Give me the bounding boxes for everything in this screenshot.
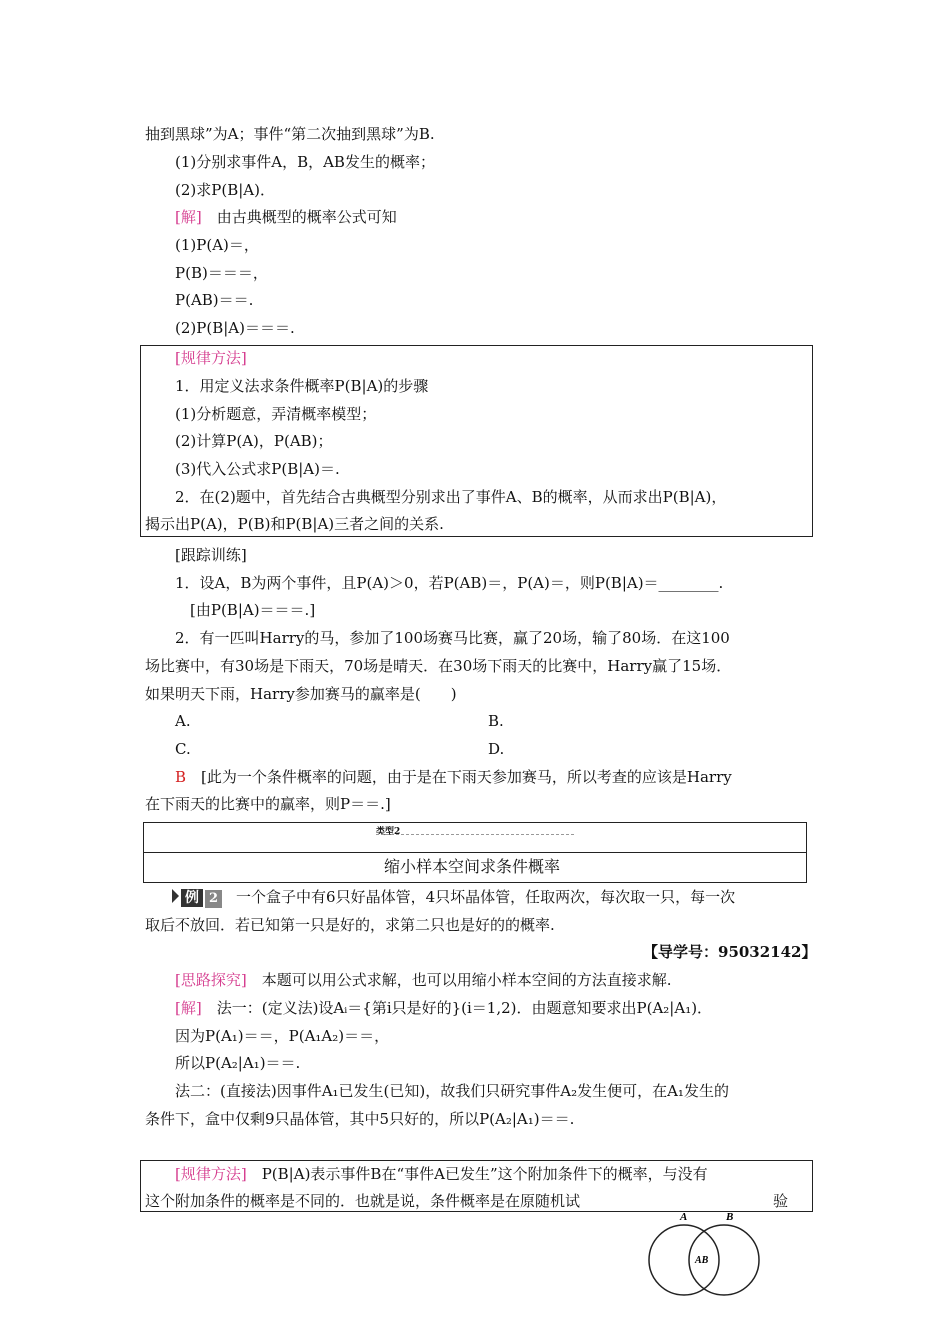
method-line: 2．在(2)题中，首先结合古典概型分别求出了事件A、B的概率，从而求出P(B|A)， bbox=[175, 488, 727, 506]
answer-line: 在下雨天的比赛中的赢率，则P＝＝.] bbox=[145, 795, 391, 813]
venn-diagram bbox=[640, 1205, 770, 1300]
venn-circle-a bbox=[649, 1225, 719, 1295]
text-line: P(B)＝＝＝， bbox=[175, 264, 268, 282]
answer-letter: B bbox=[175, 768, 187, 786]
text-line: (1)分别求事件A，B，AB发生的概率； bbox=[175, 153, 435, 171]
divider bbox=[143, 852, 807, 853]
method-line bbox=[175, 1164, 708, 1184]
venn-label-ab: AB bbox=[695, 1255, 709, 1266]
text: 由古典概型的概率公式可知 bbox=[201, 208, 397, 226]
option-b: B. bbox=[488, 712, 504, 730]
method-tag: [规律方法] bbox=[175, 349, 247, 367]
example-number: 2 bbox=[205, 890, 222, 908]
question: 如果明天下雨，Harry参加赛马的赢率是( ) bbox=[145, 685, 457, 703]
think-tag: [思路探究] bbox=[175, 971, 247, 989]
method-line: 揭示出P(A)，P(B)和P(B|A)三者之间的关系. bbox=[145, 515, 444, 533]
method-line: (1)分析题意，弄清概率模型； bbox=[175, 405, 377, 423]
solution-line bbox=[175, 207, 397, 227]
text: 法一：(定义法)设Aᵢ＝{第i只是好的}(i＝1,2)．由题意知要求出P(A₂|A₁)． bbox=[201, 999, 713, 1017]
text-line: 抽到黑球”为A；事件“第二次抽到黑球”为B. bbox=[145, 125, 435, 143]
option-c: C. bbox=[175, 740, 191, 758]
arrow-icon bbox=[172, 889, 179, 903]
training-title: [跟踪训练] bbox=[175, 546, 247, 564]
solution-line: 条件下，盒中仅剩9只晶体管，其中5只好的，所以P(A₂|A₁)＝＝. bbox=[145, 1110, 575, 1128]
text-line: (2)P(B|A)＝＝＝. bbox=[175, 319, 295, 337]
venn-label-b: B bbox=[726, 1211, 734, 1223]
text-line: (1)P(A)＝， bbox=[175, 236, 259, 254]
solution-line: 所以P(A₂|A₁)＝＝. bbox=[175, 1054, 301, 1072]
guide-number: 【导学号：95032142】 bbox=[643, 943, 817, 961]
example-line bbox=[172, 887, 735, 908]
question: 1．设A，B为两个事件，且P(A)＞0，若P(AB)＝，P(A)＝，则P(B|A)＝________. bbox=[175, 574, 724, 592]
text: 一个盒子中有6只好晶体管，4只坏晶体管，任取两次，每次取一只，每一次 bbox=[236, 888, 736, 906]
option-a: A. bbox=[175, 712, 191, 730]
option-d: D. bbox=[488, 740, 505, 758]
venn-label-a: A bbox=[680, 1211, 688, 1223]
text-line: P(AB)＝＝. bbox=[175, 291, 254, 309]
question: 场比赛中，有30场是下雨天，70场是晴天．在30场下雨天的比赛中，Harry赢了15场． bbox=[145, 657, 732, 675]
text: [此为一个条件概率的问题，由于是在下雨天参加赛马，所以考查的应该是Harry bbox=[186, 768, 732, 786]
solution-line: 法二：(直接法)因事件A₁已发生(已知)，故我们只研究事件A₂发生便可，在A₁发生的 bbox=[175, 1082, 729, 1100]
divider bbox=[376, 834, 574, 835]
solution-tag: [解] bbox=[175, 999, 202, 1017]
question: 2．有一匹叫Harry的马，参加了100场赛马比赛，赢了20场，输了80场．在这100 bbox=[175, 629, 730, 647]
method-line: 这个附加条件的概率是不同的．也就是说，条件概率是在原随机试 bbox=[145, 1192, 581, 1210]
solution-tag: [解] bbox=[175, 208, 202, 226]
method-line: (3)代入公式求P(B|A)＝. bbox=[175, 460, 340, 478]
text: 本题可以用公式求解，也可以用缩小样本空间的方法直接求解. bbox=[246, 971, 672, 989]
method-line: (2)计算P(A)，P(AB)； bbox=[175, 432, 333, 450]
solution-line: 因为P(A₁)＝＝，P(A₁A₂)＝＝， bbox=[175, 1027, 390, 1045]
method-line: 1．用定义法求条件概率P(B|A)的步骤 bbox=[175, 377, 429, 395]
example-badge: 例 bbox=[181, 889, 203, 907]
method-line: 验 bbox=[773, 1192, 789, 1210]
type-tag: 类型2 bbox=[376, 827, 401, 837]
example-line: 取后不放回．若已知第一只是好的，求第二只也是好的的概率. bbox=[145, 916, 555, 934]
answer: [由P(B|A)＝＝＝.] bbox=[190, 601, 316, 619]
section-title: 缩小样本空间求条件概率 bbox=[384, 857, 561, 876]
method-tag: [规律方法] bbox=[175, 1165, 247, 1183]
solution-line bbox=[175, 998, 712, 1018]
text: P(B|A)表示事件B在“事件A已发生”这个附加条件下的概率，与没有 bbox=[246, 1165, 708, 1183]
answer-line bbox=[175, 767, 732, 787]
think-line bbox=[175, 970, 672, 990]
text-line: (2)求P(B|A)． bbox=[175, 181, 275, 199]
